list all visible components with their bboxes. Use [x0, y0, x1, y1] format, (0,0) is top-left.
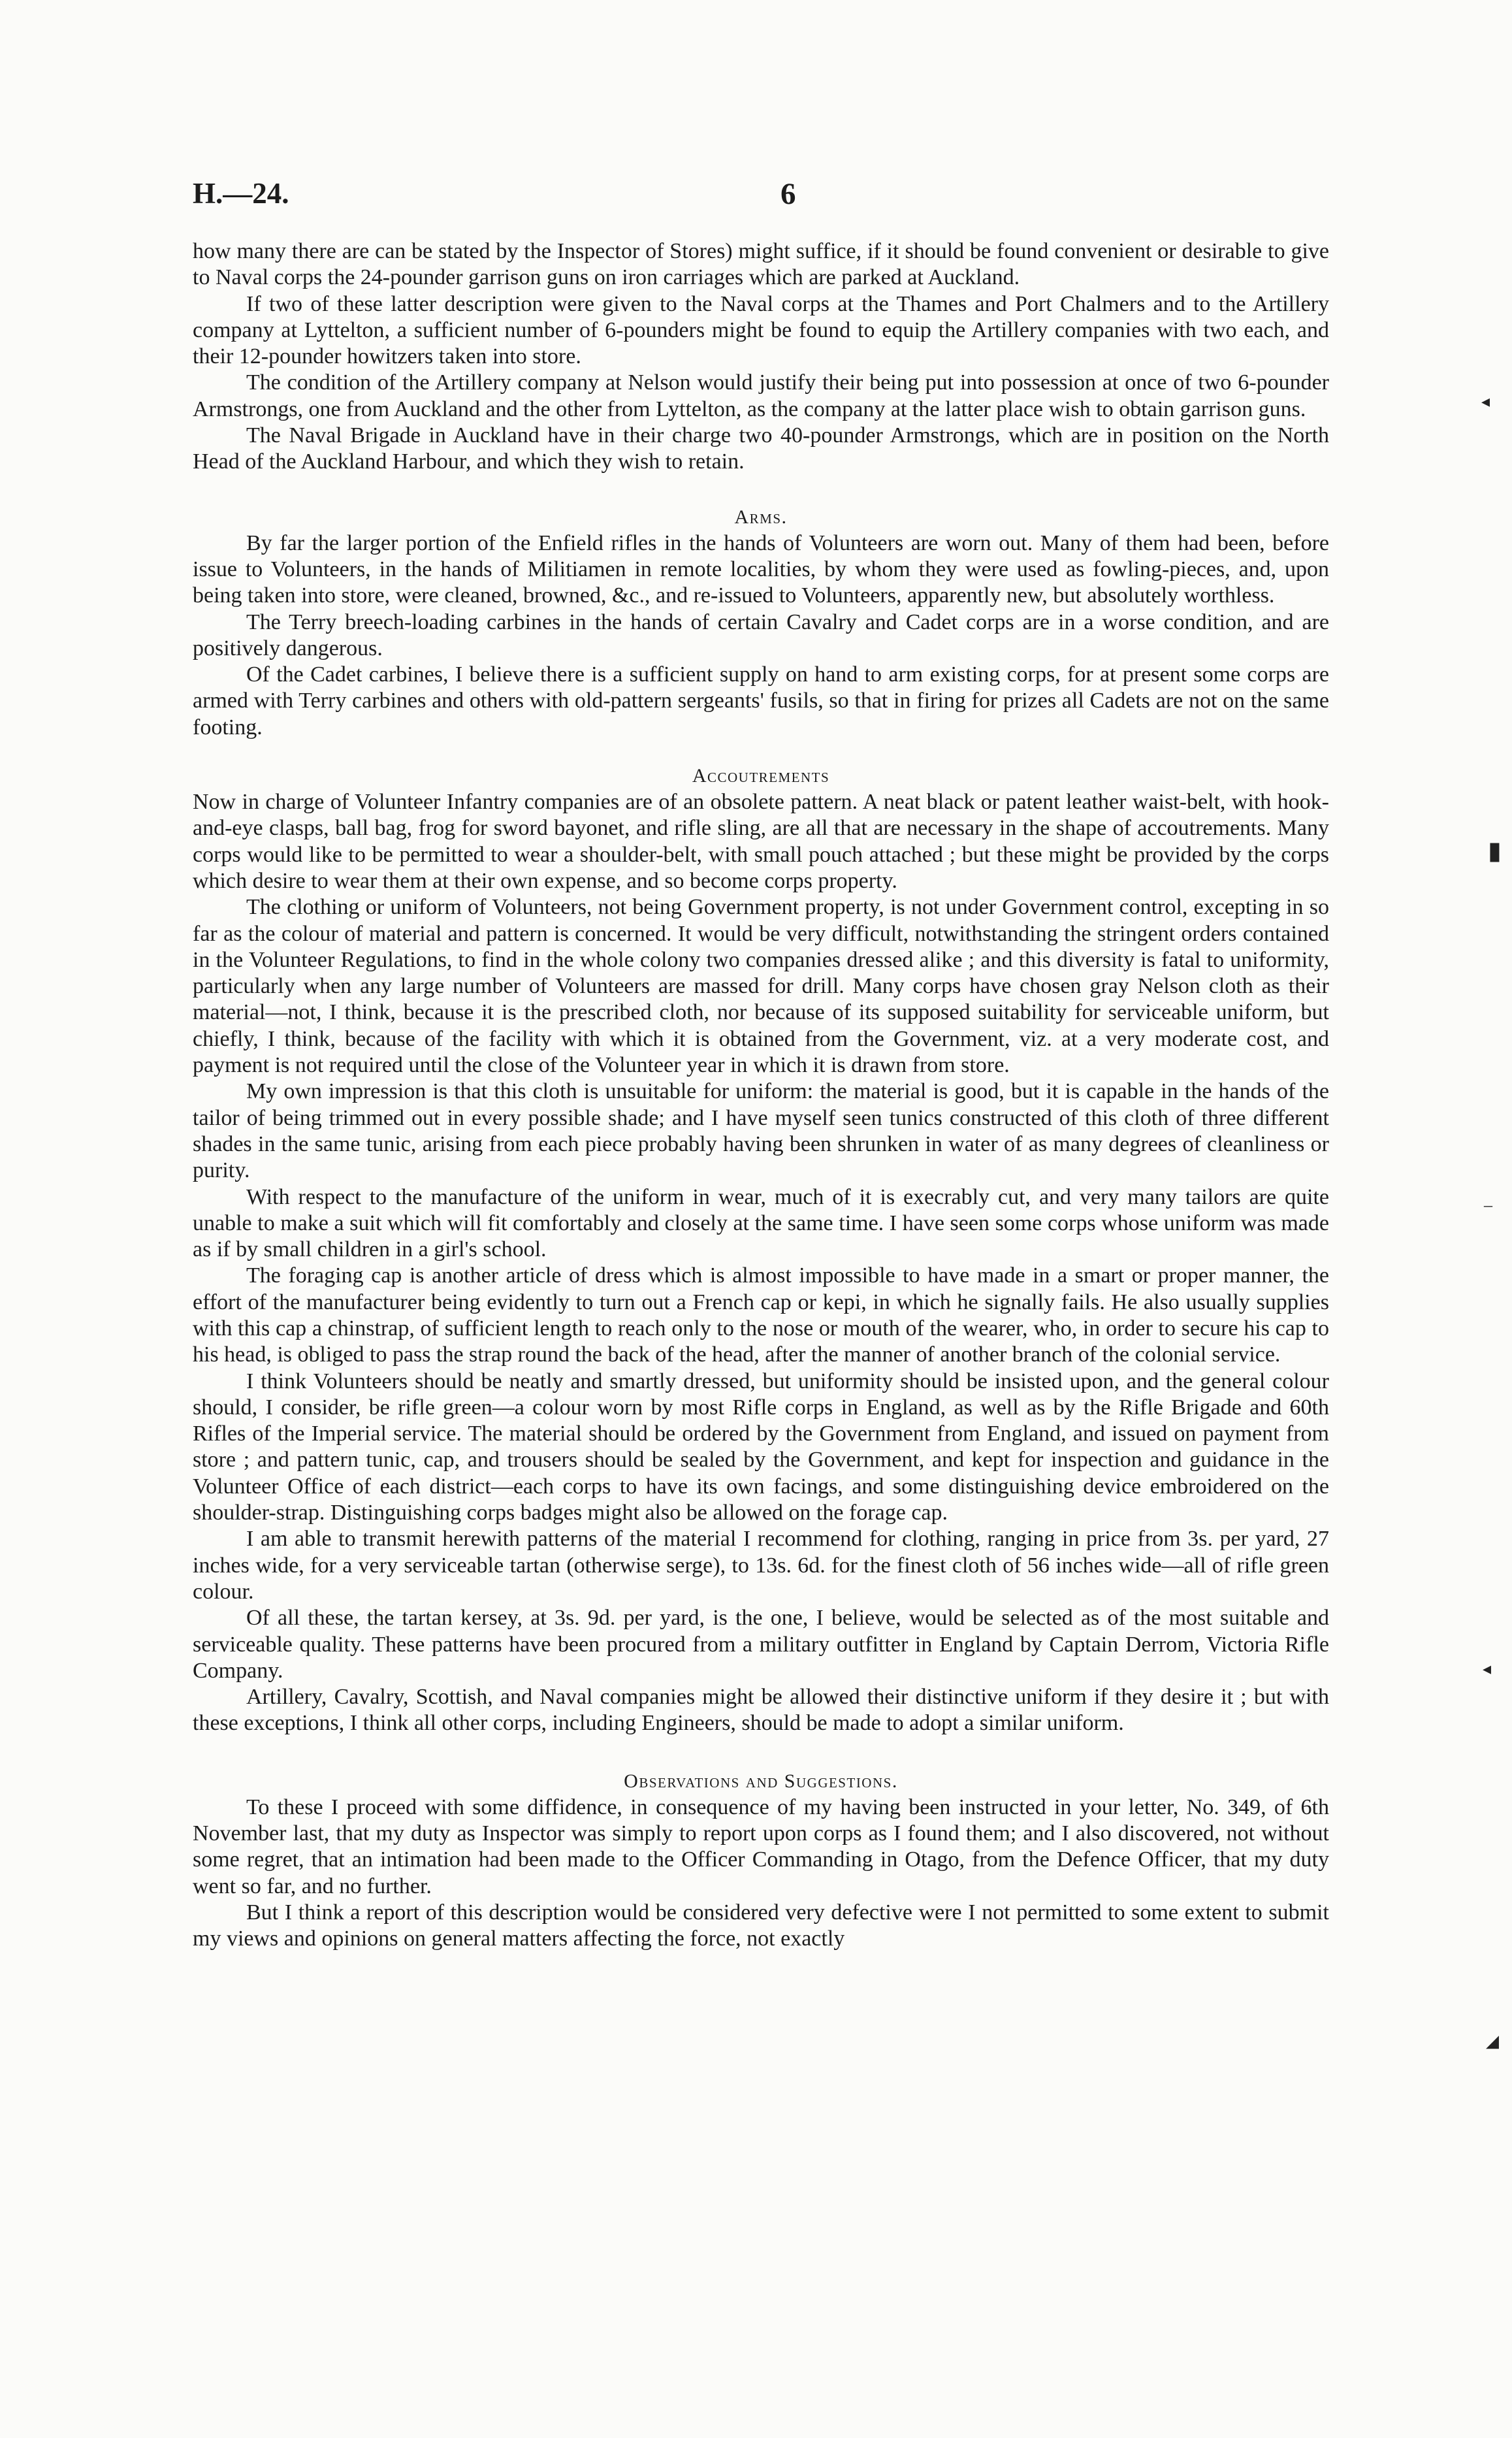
margin-mark-icon: ◂: [1483, 1659, 1492, 1678]
page-number: 6: [780, 177, 796, 211]
paragraph: The Naval Brigade in Auckland have in their charge two 40-pounder Armstrongs, which are in position on the North Head of the Auckland Harbour, and which they wish to retain.: [193, 423, 1329, 474]
paragraph: By far the larger portion of the Enfield rifles in the hands of Volunteers are worn out. Many of them had been, before issue to Volunteers, in the hands of Militiamen in remote localities, by whom they were used as fowling-pieces, and, upon being taken into store, were cleaned, browned, &c., and re-issued to Volunteers, apparently new, but absolutely worthless.: [193, 530, 1329, 608]
paragraph: I am able to transmit herewith patterns of the material I recommend for clothing, ranging in price from 3s. per yard, 27 inches wide, for a very serviceable tartan (otherwise serge), to 13s. 6d. for the finest cloth of 56 inches wide—all of rifle green colour.: [193, 1527, 1329, 1604]
paragraph: With respect to the manufacture of the uniform in wear, much of it is execrably cut, and very many tailors are quite unable to make a suit which will fit comfortably and closely at the same time. I have seen some corps whose uniform was made as if by small children in a girl's school.: [193, 1184, 1329, 1262]
paragraph: But I think a report of this description would be considered very defective were I not permitted to some extent to submit my views and opinions on general matters affecting the force, not exactly: [193, 1900, 1329, 1951]
paragraph: If two of these latter description were given to the Naval corps at the Thames and Port Chalmers and to the Artillery company at Lyttelton, a sufficient number of 6-pounders might be found to equip the Artillery companies with two each, and their 12-pounder howitzers taken into store.: [193, 291, 1329, 369]
paragraph: Of all these, the tartan kersey, at 3s. 9d. per yard, is the one, I believe, would be selected as of the most suitable and serviceable quality. These patterns have been procured from a military outfitter in England by Captain Derrom, Victoria Rifle Company.: [193, 1606, 1329, 1683]
report-body: [193, 238, 1329, 1953]
paragraph: The foraging cap is another article of dress which is almost impossible to have made in a smart or proper manner, the effort of the manufacturer being evidently to turn out a French cap or kepi, in which he signally fails. He also usually supplies with this cap a chinstrap, of sufficient length to reach only to the nose or mouth of the wearer, who, in order to secure his cap to his head, is obliged to pass the strap round the back of the head, after the manner of another branch of the colonial service.: [193, 1263, 1329, 1367]
margin-mark-icon: ▮: [1488, 837, 1502, 865]
paragraph: My own impression is that this cloth is unsuitable for uniform: the material is good, but it is capable in the hands of the tailor of being trimmed out in every possible shade; and I have myself seen tunics constructed of this cloth of three different shades in the same tunic, arising from each piece probably having been shrunken in water of as many degrees of cleanliness or purity.: [193, 1079, 1329, 1183]
page-header: [193, 176, 1316, 216]
margin-mark-icon: ‒: [1484, 1195, 1492, 1214]
paragraph: To these I proceed with some diffidence, in consequence of my having been instructed in your letter, No. 349, of 6th November last, that my duty as Inspector was simply to report upon corps as I found them; and I also discovered, not without some regret, that an intimation had been made to the Officer Commanding in Otago, from the Defence Officer, that my duty went so far, and no further.: [193, 1795, 1329, 1898]
section-spacer: [193, 476, 1329, 504]
paragraph: The clothing or uniform of Volunteers, not being Government property, is not under Government control, excepting in so far as the colour of material and pattern is concerned. It would be very difficult, notwithstanding the stringent orders contained in the Volunteer Regulations, to find in the whole colony two companies dressed alike ; and this diversity is fatal to uniformity, particularly when any large number of Volunteers are massed for drill. Many corps have chosen gray Nelson cloth as their material—not, I think, because it is the prescribed cloth, nor because of its supposed suitability for serviceable uniform, but chiefly, I think, because of the facility with which it is obtained from the Government, viz. at a very moderate cost, and payment is not required until the close of the Volunteer year in which it is drawn from store.: [193, 895, 1329, 1078]
section-spacer: [193, 741, 1329, 763]
paragraph: how many there are can be stated by the Inspector of Stores) might suffice, if it should be found convenient or desirable to give to Naval corps the 24-pounder garrison guns on iron carriages which are parked at Auckland.: [193, 239, 1329, 290]
section-heading-arms: Arms.: [734, 506, 788, 528]
section-spacer: [193, 1737, 1329, 1768]
paragraph: Of the Cadet carbines, I believe there is a sufficient supply on hand to arm existing corps, for at present some corps are armed with Terry carbines and others with old-pattern sergeants' fusils, so that in firing for prizes all Cadets are not on the same footing.: [193, 662, 1329, 740]
paragraph: I think Volunteers should be neatly and smartly dressed, but uniformity should be insisted upon, and the general colour should, I consider, be rifle green—a colour worn by most Rifle corps in England, as well as by the Rifle Brigade and 60th Rifles of the Imperial service. The material should be ordered by the Government from England, and issued on payment from store ; and pattern tunic, cap, and trousers should be sealed by the Government, and kept for inspection and guidance in the Volunteer Office of each district—each corps to have its own facings, and some distinguishing device embroidered on the shoulder-strap. Distinguishing corps badges might also be allowed on the forage cap.: [193, 1369, 1329, 1525]
paragraph: Now in charge of Volunteer Infantry companies are of an obsolete pattern. A neat black or patent leather waist-belt, with hook-and-eye clasps, ball bag, frog for sword bayonet, and rifle sling, are all that are necessary in the shape of accoutrements. Many corps would like to be permitted to wear a shoulder-belt, with small pouch attached ; but these might be provided by the corps which desire to wear them at their own expense, and so become corps property.: [193, 790, 1329, 893]
paragraph: The Terry breech-loading carbines in the hands of certain Cavalry and Cadet corps are in a worse condition, and are positively dangerous.: [193, 610, 1329, 660]
paragraph: The condition of the Artillery company at Nelson would justify their being put into possession at once of two 6-pounder Armstrongs, one from Auckland and the other from Lyttelton, as the company at the latter place wish to obtain garrison guns.: [193, 370, 1329, 421]
margin-mark-icon: ◂: [1481, 392, 1490, 411]
section-heading-accoutrements: Accoutrements: [692, 765, 830, 787]
paragraph: Artillery, Cavalry, Scottish, and Naval companies might be allowed their distinctive uniform if they desire it ; but with these exceptions, I think all other corps, including Engineers, should be made to adopt a similar uniform.: [193, 1685, 1329, 1736]
document-reference: H.—24.: [193, 177, 289, 210]
margin-mark-icon: ◢: [1486, 2032, 1499, 2051]
section-heading-observations: Observations and Suggestions.: [624, 1770, 898, 1792]
